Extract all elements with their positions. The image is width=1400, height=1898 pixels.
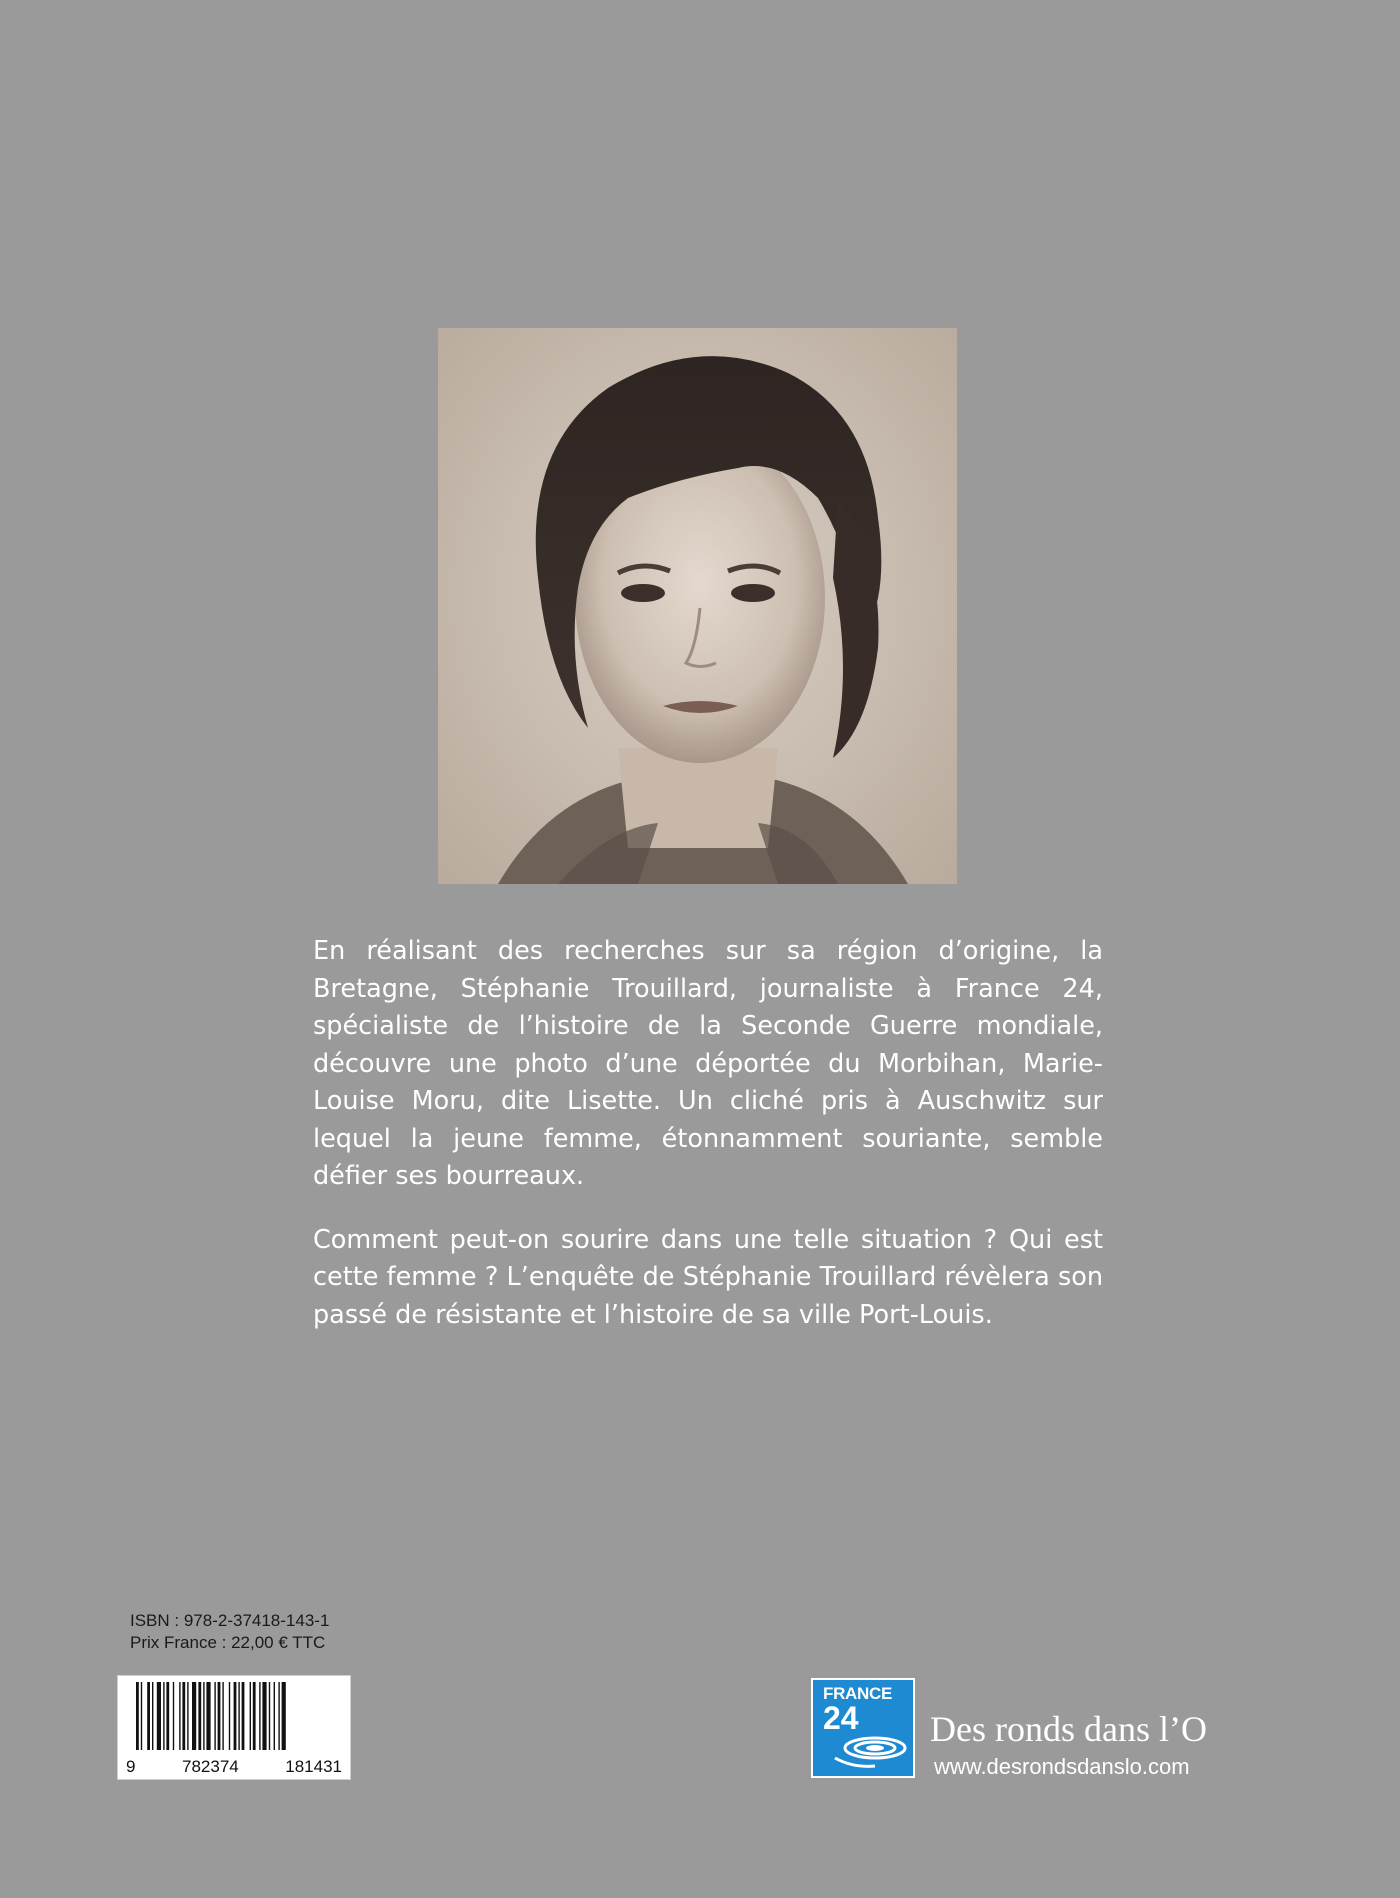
barcode-bar [229,1682,230,1750]
barcode-bar [152,1682,153,1750]
barcode-bar [242,1682,245,1750]
barcode-bar [182,1682,185,1750]
barcode-bars [118,1676,350,1756]
barcode-bar [282,1682,286,1750]
price-text: Prix France : 22,00 € TTC [130,1633,326,1652]
barcode-bar [269,1682,270,1750]
barcode-digit-group: 782374 [182,1757,239,1776]
france24-logo-number: 24 [823,1700,859,1736]
barcode-bar [238,1682,239,1750]
barcode-bar [234,1682,237,1750]
isbn-price-block [130,1610,329,1654]
barcode-bar [192,1682,196,1750]
publisher-name: Des ronds dans l’O [930,1709,1207,1749]
barcode-bar [157,1682,161,1750]
portrait-image [438,328,957,884]
blurb-paragraph-2: Comment peut-on sourire dans une telle situation ? Qui est cette femme ? L’enquête de Stéphanie Trouillard révèlera son passé de résistante et l’histoire de sa ville Port-Louis. [313,1224,1103,1330]
barcode-bar [203,1682,204,1750]
barcode-bar [166,1682,169,1750]
back-cover-blurb [313,933,1103,1360]
barcode-bar [218,1682,221,1750]
france24-logo [811,1678,915,1778]
barcode-bar [253,1682,256,1750]
barcode-bar [141,1682,142,1750]
barcode-bar [250,1682,251,1750]
barcode-bar [147,1682,150,1750]
barcode-bar [187,1682,188,1750]
france24-logo-name: FRANCE [823,1684,893,1703]
barcode-bar [222,1682,223,1750]
barcode-bar [262,1682,266,1750]
barcode-bar [179,1682,180,1750]
barcode-bar [259,1682,260,1750]
barcode-bar [173,1682,174,1750]
barcode-bar [206,1682,210,1750]
barcode-bar [274,1682,275,1750]
barcode [117,1675,351,1780]
isbn-text: ISBN : 978-2-37418-143-1 [130,1611,330,1630]
barcode-bar [163,1682,164,1750]
barcode-bar [214,1682,215,1750]
barcode-bar [198,1682,201,1750]
france24-waves-icon [813,1680,913,1776]
publisher-website: www.desrondsdanslo.com [934,1754,1190,1779]
barcode-digit-group: 181431 [285,1757,342,1776]
portrait-photo [438,328,957,884]
barcode-digit-group: 9 [126,1757,136,1776]
barcode-digits [118,1757,350,1777]
blurb-paragraph-1: En réalisant des recherches sur sa région d’origine, la Bretagne, Stéphanie Trouillard, journaliste à France 24, spécialiste de l’histoire de la Seconde Guerre mondiale, découvre une photo d’une déportée du Morbihan, Marie-Louise Moru, dite Lisette. Un cliché pris à Auschwitz sur lequel la jeune femme, étonnamment souriante, semble défier ses bourreaux. [313,936,1103,1191]
barcode-bar [278,1682,279,1750]
barcode-bar [136,1682,139,1750]
